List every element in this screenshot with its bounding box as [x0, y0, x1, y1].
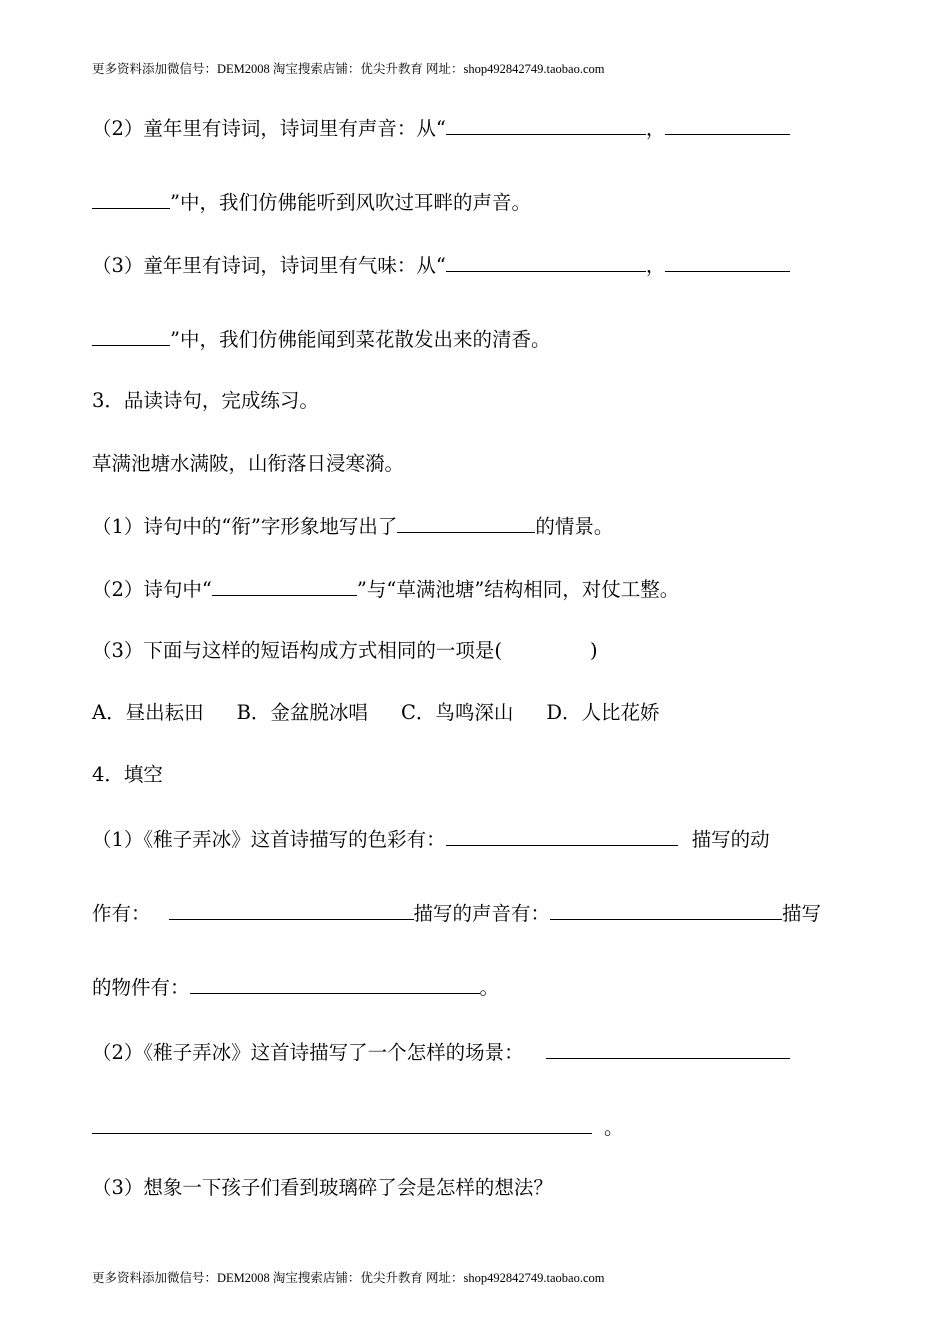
page-footer: 更多资料添加微信号：DEM2008 淘宝搜索店铺：优尖升教育 网址：shop492842749.taobao.com	[92, 1271, 605, 1285]
option-d[interactable]: D．人比花娇	[546, 701, 660, 724]
q2-item3-prompt: （3）童年里有诗词，诗词里有气味：从“	[92, 254, 446, 277]
page-header: 更多资料添加微信号：DEM2008 淘宝搜索店铺：优尖升教育 网址：shop492842749.taobao.com	[92, 62, 605, 76]
answer-blank[interactable]	[92, 186, 170, 209]
q4-item2-line2	[92, 1111, 852, 1143]
q2-item3-tail: ”中，我们仿佛能闻到菜花散发出来的清香。	[170, 328, 551, 351]
q3-item2-tail: ”与“草满池塘”结构相同，对仗工整。	[356, 578, 680, 601]
q4-object-label: 描写	[782, 902, 822, 925]
answer-blank[interactable]	[169, 897, 414, 920]
q3-title: 3．品读诗句，完成练习。	[92, 389, 319, 412]
answer-blank[interactable]	[92, 1111, 592, 1134]
q4-item3: （3）想象一下孩子们看到玻璃碎了会是怎样的想法？	[92, 1176, 553, 1199]
answer-blank[interactable]	[212, 573, 357, 596]
answer-blank[interactable]	[190, 971, 480, 994]
q2-item3-line2	[92, 323, 852, 355]
q4-item1-line2	[92, 897, 852, 929]
answer-blank[interactable]	[92, 323, 170, 346]
q2-item3-line1	[92, 249, 852, 281]
q2-item2-prompt: （2）童年里有诗词，诗词里有声音：从“	[92, 117, 446, 140]
q3-item1-tail: 的情景。	[535, 515, 614, 538]
q4-object-label-cont: 的物件有：	[92, 976, 190, 999]
answer-blank[interactable]	[397, 510, 535, 533]
q4-item1-tail: 描写的动	[691, 828, 770, 851]
q4-item2-prompt: （2）《稚子弄冰》这首诗描写了一个怎样的场景：	[92, 1041, 524, 1064]
answer-blank[interactable]	[546, 1036, 790, 1059]
answer-blank[interactable]	[665, 249, 790, 272]
q3-item2	[92, 573, 852, 605]
q4-action-label: 作有：	[92, 902, 151, 925]
q4-item1-line1	[92, 823, 852, 855]
answer-blank[interactable]	[446, 112, 646, 135]
option-a[interactable]: A．昼出耘田	[92, 701, 204, 724]
q4-title: 4．填空	[92, 763, 163, 786]
comma: ，	[645, 254, 666, 277]
comma: ，	[645, 117, 666, 140]
q4-item1-line3	[92, 971, 852, 1003]
period: 。	[604, 1116, 624, 1139]
q2-item2-line1	[92, 112, 852, 144]
q3-item1-prompt: （1）诗句中的“衔”字形象地写出了	[92, 515, 398, 538]
q4-item2-line1	[92, 1036, 852, 1068]
q2-item2-tail: ”中，我们仿佛能听到风吹过耳畔的声音。	[170, 191, 531, 214]
answer-blank[interactable]	[446, 249, 646, 272]
q3-item2-prompt: （2）诗句中“	[92, 578, 212, 601]
answer-blank[interactable]	[446, 823, 678, 846]
period: 。	[479, 976, 500, 999]
q3-item1	[92, 510, 852, 542]
q3-poem: 草满池塘水满陂，山衔落日浸寒漪。	[92, 452, 405, 475]
q3-item3-close: )	[590, 639, 598, 662]
q2-item2-line2	[92, 186, 852, 218]
option-c[interactable]: C．鸟鸣深山	[400, 701, 514, 724]
q4-item1-prompt: （1）《稚子弄冰》这首诗描写的色彩有：	[92, 828, 446, 851]
answer-blank[interactable]	[550, 897, 782, 920]
answer-blank[interactable]	[665, 112, 790, 135]
option-b[interactable]: B．金盆脱冰唱	[236, 701, 368, 724]
q3-item3	[92, 636, 852, 666]
q4-sound-label: 描写的声音有：	[413, 902, 551, 925]
q3-item3-prompt: （3）下面与这样的短语构成方式相同的一项是(	[92, 639, 503, 662]
q3-options	[92, 698, 852, 728]
